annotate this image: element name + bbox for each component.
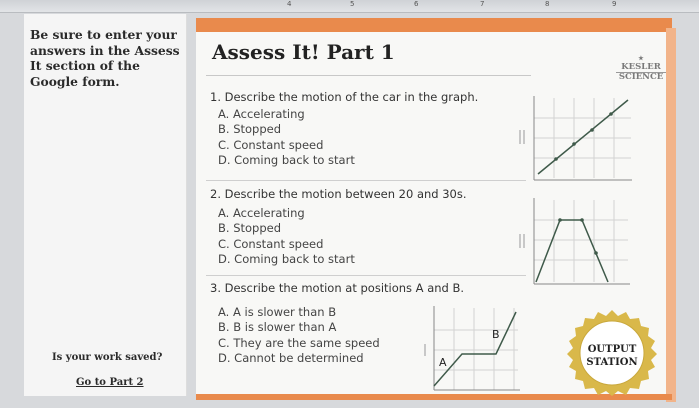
question-2: 2. Describe the motion between 20 and 30s. bbox=[210, 187, 467, 201]
graph-point bbox=[609, 112, 613, 116]
question-3-options bbox=[218, 305, 380, 366]
graph-line bbox=[434, 312, 516, 386]
option: A. A is slower than B bbox=[218, 305, 337, 319]
logo-star-icon: ★ bbox=[638, 55, 644, 62]
graph-q1 bbox=[516, 88, 636, 188]
graph-point bbox=[572, 142, 576, 146]
ruler-number: 6 bbox=[414, 0, 419, 8]
slide-accent-bar bbox=[666, 28, 676, 402]
ruler-number: 8 bbox=[545, 0, 550, 8]
divider bbox=[206, 180, 526, 181]
badge-line2: STATION bbox=[586, 357, 638, 368]
option: C. They are the same speed bbox=[218, 335, 380, 350]
option: D. Coming back to start bbox=[218, 251, 355, 266]
divider bbox=[206, 75, 531, 76]
saved-question: Is your work saved? bbox=[52, 352, 163, 363]
divider bbox=[206, 275, 526, 276]
option: D. Coming back to start bbox=[218, 152, 355, 167]
graph-q3 bbox=[422, 294, 526, 398]
graph-point bbox=[558, 218, 562, 222]
ruler-number: 9 bbox=[612, 0, 617, 8]
graph-label-b: B bbox=[492, 328, 500, 341]
ruler bbox=[0, 0, 699, 13]
kesler-logo bbox=[616, 54, 666, 82]
option: C. Constant speed bbox=[218, 137, 324, 152]
question-2-options bbox=[218, 206, 355, 267]
option: A. Accelerating bbox=[218, 206, 305, 220]
graph-point bbox=[594, 251, 598, 255]
option: B. Stopped bbox=[218, 122, 282, 137]
ruler-number: 7 bbox=[480, 0, 485, 8]
slide bbox=[196, 18, 672, 400]
question-1: 1. Describe the motion of the car in the graph. bbox=[210, 90, 479, 104]
graph-line bbox=[536, 220, 608, 282]
ruler-number: 5 bbox=[350, 0, 355, 8]
option: A. Accelerating bbox=[218, 107, 305, 121]
option: B. Stopped bbox=[218, 221, 282, 236]
option: B. B is slower than A bbox=[218, 320, 337, 335]
graph-point bbox=[554, 157, 558, 161]
slide-title: Assess It! Part 1 bbox=[212, 40, 395, 64]
question-1-options bbox=[218, 107, 355, 168]
logo-line1: KESLER bbox=[616, 63, 666, 73]
ruler-number: 4 bbox=[287, 0, 292, 8]
sidebar bbox=[24, 14, 187, 396]
next-part-link[interactable]: Go to Part 2 bbox=[76, 377, 144, 388]
logo-line2: SCIENCE bbox=[618, 72, 664, 82]
question-3: 3. Describe the motion at positions A and B. bbox=[210, 281, 465, 295]
graph-label-a: A bbox=[439, 356, 447, 369]
graph-point bbox=[590, 128, 594, 132]
output-station-badge-icon bbox=[564, 308, 660, 396]
option: D. Cannot be determined bbox=[218, 350, 364, 365]
badge-line1: OUTPUT bbox=[587, 344, 637, 355]
option: C. Constant speed bbox=[218, 236, 324, 251]
graph-point bbox=[580, 218, 584, 222]
instructions-text: Be sure to enter your answers in the Assess It section of the Google form. bbox=[30, 27, 180, 89]
graph-q2 bbox=[516, 190, 636, 290]
